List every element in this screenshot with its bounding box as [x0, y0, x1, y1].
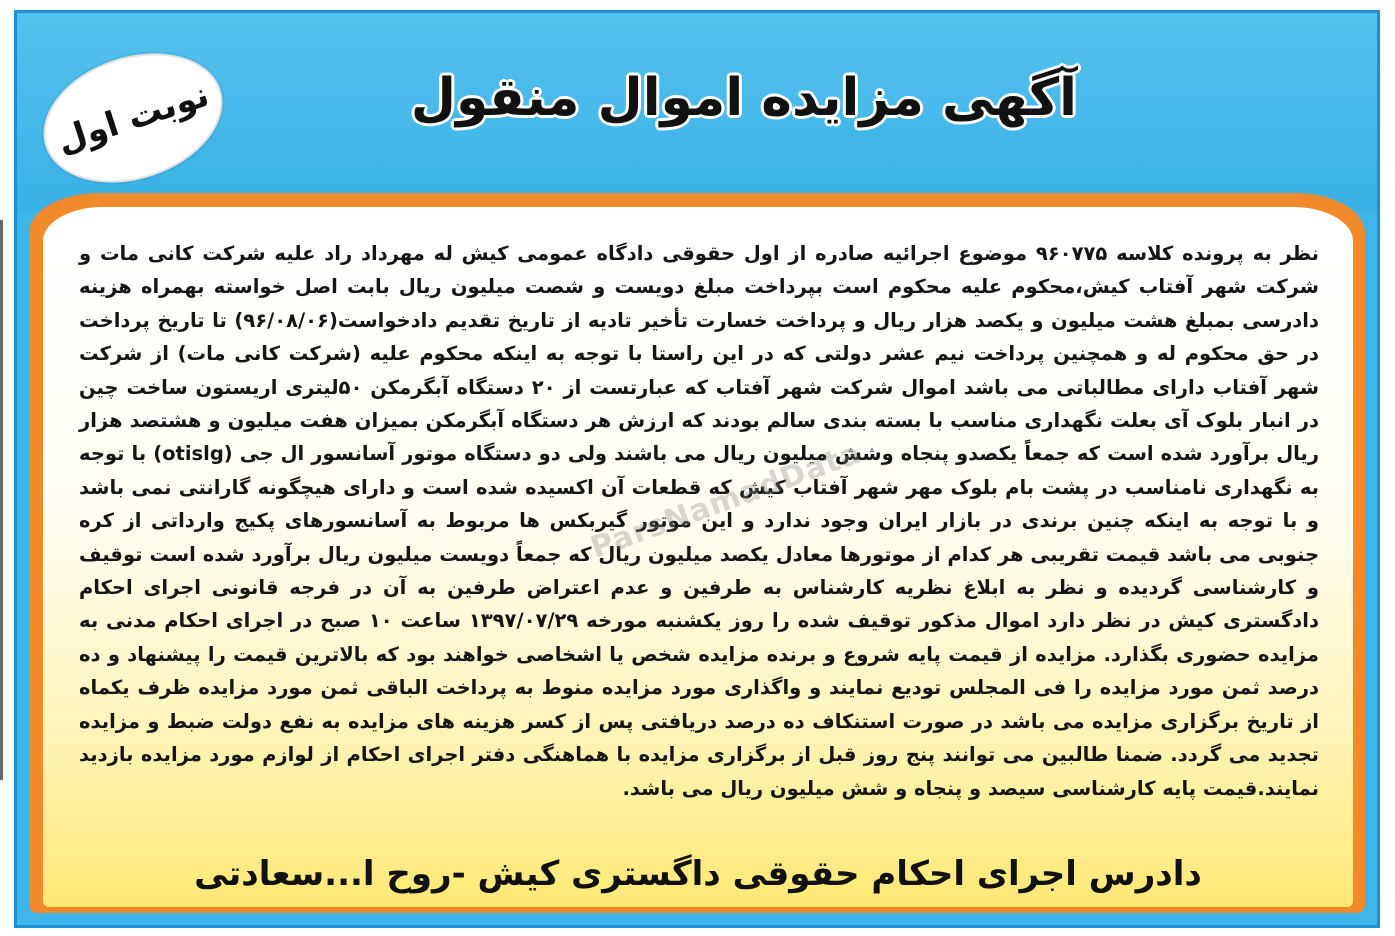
notice-frame	[14, 10, 1380, 928]
page-edge-divider	[0, 220, 3, 780]
notice-body-area	[43, 207, 1353, 907]
notice-signature: دادرس اجرای احکام حقوقی داگستری کیش -روح ا...سعادتی	[194, 854, 1202, 894]
notice-body-text: نظر به پرونده کلاسه ۹۶۰۷۷۵ موضوع اجرائیه صادره از اول حقوقی دادگاه عمومی کیش له مهرداد راد علیه شرکت کانی مات و شرکت شهر آفتاب کیش،محکوم علیه محکوم است بپرداخت مبلغ دویست و شصت میلیون ریال بابت اصل خواسته بهمراه هزینه دادرسی بمبلغ هشت میلیون و یکصد هزار ریال و پرداخت خسارت تأخیر تادیه از تاریخ تقدیم دادخواست(۹۶/۰۸/۰۶) تا تاریخ پرداخت در حق محکوم له و همچنین پرداخت نیم عشر دولتی که در این راستا با توجه به اینکه محکوم علیه (شرکت کانی مات) از شرکت شهر آفتاب دارای مطالباتی می باشد اموال شرکت شهر آفتاب که عبارتست از ۲۰ دستگاه آبگرمکن ۵۰لیتری اریستون ساخت چین در انبار بلوک آی بعلت نگهداری مناسب با بسته بندی سالم بودند که ارزش هر دستگاه آبگرمکن بمیزان هفت میلیون و هشتصد هزار ریال برآورد شده است که جمعاً یکصدو پنجاه وشش میلیون ریال می باشند ولی دو دستگاه موتور آسانسور ال جی (otislg) با توجه به نگهداری نامناسب در پشت بام بلوک مهر شهر آفتاب کیش که قطعات آن اکسیده شده است و دارای هیچگونه گارانتی نمی باشد و با توجه به اینکه چنین برندی در بازار ایران وجود ندارد و این موتور گیربکس ها مربوط به آسانسورهای پکیج وارداتی از کره جنوبی می باشد قیمت تقریبی هر کدام از موتورها معادل یکصد میلیون ریال که جمعاً دویست میلیون ریال برآورد شده است توقیف و کارشناسی گردیده و نظر به ابلاغ نظریه کارشناس به طرفین و عدم اعتراض طرفین به آن در فرجه قانونی اجرای احکام دادگستری کیش در نظر دارد اموال مذکور توقیف شده را روز یکشنبه مورخه ۱۳۹۷/۰۷/۲۹ ساعت ۱۰ صبح در اجرای احکام مدنی به مزایده حضوری بگذارد. مزایده از قیمت پایه شروع و برنده مزایده شخص یا اشخاصی خواهند بود که بالاترین قیمت را پیشنهاد و ده درصد ثمن مورد مزایده را فی المجلس تودیع نمایند و واگذاری مورد مزایده منوط به پرداخت الباقی ثمن مورد مزایده ظرف یکماه از تاریخ برگزاری مزایده می باشد در صورت استنکاف ده درصد دریافتی پس از کسر هزینه های مزایده به نفع دولت ضبط و مزایده تجدید می گردد. ضمنا طالبین می توانند پنج روز قبل از برگزاری مزایده با هماهنگی دفتر اجرای احکام از لوازم مورد مزایده بازدید نمایند.قیمت پایه کارشناسی سیصد و پنجاه و شش میلیون ریال می باشد.	[79, 242, 1320, 800]
notice-title: آگهی مزایده اموال منقول	[410, 68, 1077, 128]
watermark-text: ParsNamadData	[586, 435, 867, 566]
badge-label: نوبت اول	[52, 74, 214, 162]
